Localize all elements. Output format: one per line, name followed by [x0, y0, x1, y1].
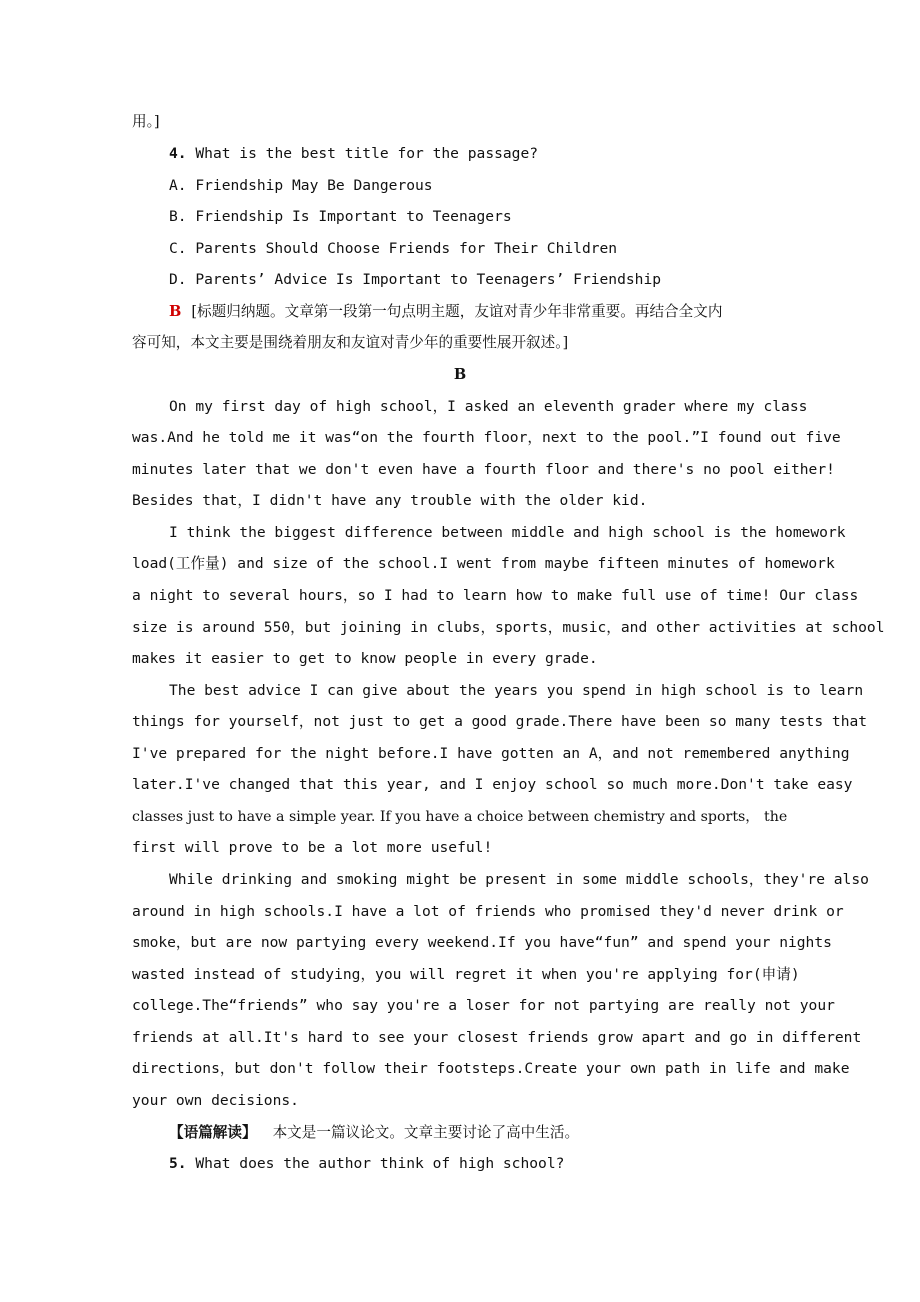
passage-line: first will prove to be a lot more useful!: [132, 839, 493, 856]
passage-line: around in high schools.I have a lot of friends who promised they'd never drink or: [132, 903, 844, 920]
question-number: 5.: [169, 1155, 187, 1172]
passage-line: size is around 550，but joining in clubs，sports，music，and other activities at school: [132, 619, 885, 636]
answer-explanation: [169, 302, 869, 322]
option-a: A. Friendship May Be Dangerous: [169, 177, 433, 194]
question-5: [169, 1154, 869, 1174]
passage-line: later.I've changed that this year, and I enjoy school so much more.Don't take easy: [132, 776, 853, 793]
passage-line: wasted instead of studying，you will regret it when you're applying for(申请): [132, 966, 800, 983]
passage-line: Besides that，I didn't have any trouble with the older kid.: [132, 492, 648, 509]
passage-line: your own decisions.: [132, 1092, 299, 1109]
passage-line: things for yourself，not just to get a good grade.There have been so many tests that: [132, 713, 868, 730]
option-c: C. Parents Should Choose Friends for Their Children: [169, 240, 618, 257]
passage-line: While drinking and smoking might be present in some middle schools，they're also: [169, 871, 869, 888]
question-number: 4.: [169, 145, 187, 162]
passage-line: college.The“friends” who say you're a loser for not partying are really not your: [132, 997, 835, 1014]
passage-line: load(工作量) and size of the school.I went from maybe fifteen minutes of homework: [132, 555, 835, 572]
reading-note-text: 本文是一篇议论文。文章主要讨论了高中生活。: [272, 1124, 580, 1141]
explanation-text-2: 容可知，本文主要是围绕着朋友和友谊对青少年的重要性展开叙述。]: [132, 334, 569, 351]
question-4: [169, 144, 869, 164]
question-text: What does the author think of high school?: [195, 1155, 565, 1172]
passage-line: smoke，but are now partying every weekend.If you have“fun” and spend your nights: [132, 934, 832, 951]
passage-line: I think the biggest difference between middle and high school is the homework: [169, 524, 846, 541]
passage-line: makes it easier to get to know people in every grade.: [132, 650, 598, 667]
passage-line: was.And he told me it was“on the fourth floor，next to the pool.”I found out five: [132, 429, 841, 446]
passage-line: minutes later that we don't even have a fourth floor and there's no pool either!: [132, 461, 835, 478]
explanation-text-1: [标题归纳题。文章第一段第一句点明主题，友谊对青少年非常重要。再结合全文内: [191, 303, 723, 320]
passage-line: On my first day of high school，I asked an eleventh grader where my class: [169, 398, 808, 415]
option-d: D. Parents’ Advice Is Important to Teenagers’ Friendship: [169, 271, 662, 288]
option-b: B. Friendship Is Important to Teenagers: [169, 208, 512, 225]
answer-letter: B: [169, 303, 182, 320]
reading-note-tag: 【语篇解读】: [169, 1124, 257, 1141]
passage-line: The best advice I can give about the years you spend in high school is to learn: [169, 682, 864, 699]
reading-note: [169, 1123, 869, 1143]
passage-line: directions，but don't follow their footsteps.Create your own path in life and make: [132, 1060, 850, 1077]
passage-line: friends at all.It's hard to see your closest friends grow apart and go in different: [132, 1029, 862, 1046]
passage-line: classes just to have a simple year. If you have a choice between chemistry and sports， the: [132, 809, 788, 825]
prev-explanation-tail: 用。]: [132, 113, 160, 130]
question-text: What is the best title for the passage?: [195, 145, 539, 162]
passage-line: a night to several hours，so I had to learn how to make full use of time! Our class: [132, 587, 859, 604]
section-heading: B: [453, 366, 467, 383]
passage-line: I've prepared for the night before.I have gotten an A，and not remembered anything: [132, 745, 850, 762]
